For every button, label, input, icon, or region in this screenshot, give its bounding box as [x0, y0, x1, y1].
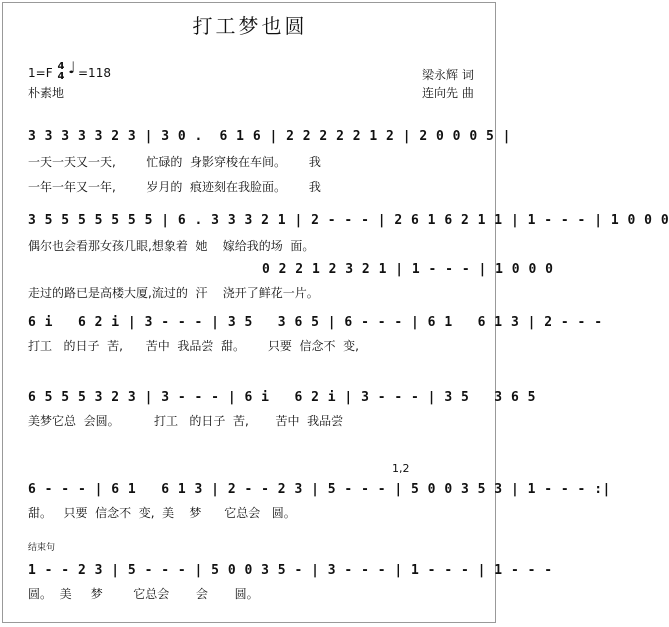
time-signature-bottom: 4	[57, 71, 65, 82]
lyric-row-6: 甜。 只要 信念不 变, 美 梦 它总会 圆。	[28, 506, 296, 520]
volta-label: 1,2	[392, 462, 410, 475]
lyric-row-1-verse-2: 一年一年又一年, 岁月的 痕迹刻在我脸面。 我	[28, 180, 321, 194]
lyric-row-7: 圆。 美 梦 它总会 会 圆。	[28, 587, 259, 601]
lyric-row-5: 美梦它总 会圆。 打工 的日子 苦, 苦中 我品尝	[28, 414, 344, 428]
composer-credit: 连向先 曲	[422, 86, 474, 100]
time-signature	[55, 62, 67, 82]
time-signature-top: 4	[57, 61, 65, 72]
notation-row-5: 6 5 5 5 3 2 3 | 3 - - - | 6 i 6 2 i | 3 - - - | 3 5 3 6 5	[28, 390, 536, 405]
notation-row-3: 0 2 2 1 2 3 2 1 | 1 - - - | 1 0 0 0	[262, 262, 554, 277]
notation-row-7: 1 - - 2 3 | 5 - - - | 5 0 0 3 5 - | 3 - - - | 1 - - - | 1 - - -	[28, 563, 553, 578]
notation-row-1: 3 3 3 3 3 2 3 | 3 0 . 6 1 6 | 2 2 2 2 2 1 2 | 2 0 0 0 5 |	[28, 129, 511, 144]
notation-row-4: 6 i 6 2 i | 3 - - - | 3 5 3 6 5 | 6 - - - | 6 1 6 1 3 | 2 - - -	[28, 315, 603, 330]
lyricist-credit: 梁永辉 词	[422, 68, 474, 82]
lyric-row-1-verse-1: 一天一天又一天, 忙碌的 身影穿梭在车间。 我	[28, 155, 321, 169]
ending-label: 结束句	[28, 543, 56, 553]
tempo-marking: =118	[78, 66, 111, 80]
key-signature: 1=F	[28, 66, 53, 80]
expression-marking: 朴素地	[28, 86, 65, 100]
lyric-row-3: 走过的路已是高楼大厦,流过的 汗 浇开了鲜花一片。	[28, 286, 319, 300]
lyric-row-4: 打工 的日子 苦, 苦中 我品尝 甜。 只要 信念不 变,	[28, 339, 359, 353]
lyric-row-2: 偶尔也会看那女孩几眼,想象着 她 嫁给我的场 面。	[28, 239, 315, 253]
notation-row-2: 3 5 5 5 5 5 5 5 | 6 . 3 3 3 2 1 | 2 - - - | 2 6 1 6 2 1 1 | 1 - - - | 1 0 0 0	[28, 213, 669, 228]
notation-row-6: 6 - - - | 6 1 6 1 3 | 2 - - 2 3 | 5 - - - | 5 0 0 3 5 3 | 1 - - - :|	[28, 482, 611, 497]
page-title: 打工梦也圆	[192, 14, 308, 38]
quarter-note-icon: ♩	[68, 58, 76, 77]
